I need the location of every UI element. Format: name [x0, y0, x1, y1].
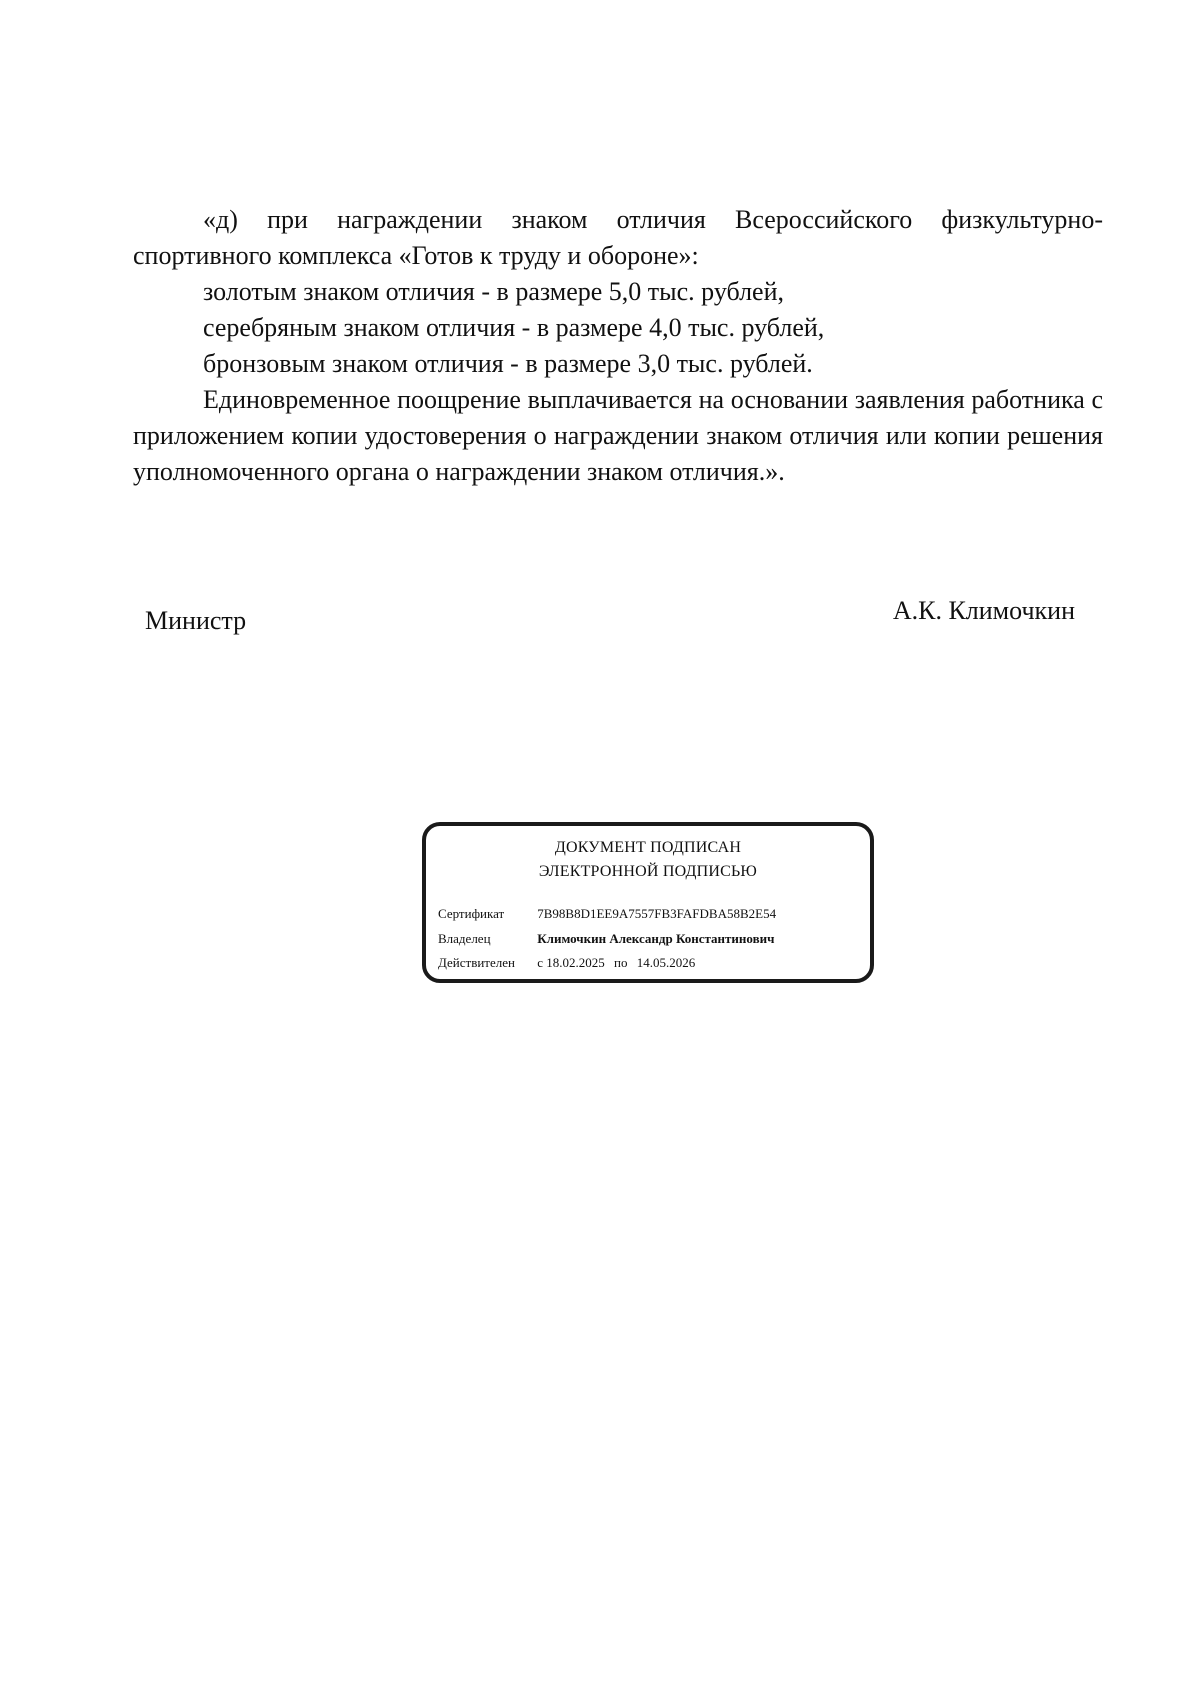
- stamp-owner-row: [438, 929, 774, 949]
- owner-label: Владелец: [438, 931, 491, 946]
- document-body: [133, 202, 1103, 490]
- stamp-title-line2: ЭЛЕКТРОННОЙ ПОДПИСЬЮ: [538, 863, 758, 880]
- gold-badge-line: золотым знаком отличия - в размере 5,0 тыс. рублей,: [203, 277, 785, 306]
- electronic-signature-stamp: [422, 822, 874, 983]
- signatory-name: А.К. Климочкин: [892, 596, 1075, 625]
- signatory-position: Министр: [145, 606, 247, 635]
- validity-label: Действителен: [438, 955, 515, 970]
- stamp-certificate-row: [438, 904, 776, 924]
- valid-to-prefix: по: [614, 955, 628, 970]
- owner-value: Климочкин Александр Константинович: [537, 931, 775, 946]
- valid-from-prefix: с: [537, 955, 544, 970]
- stamp-validity-row: [438, 953, 695, 973]
- stamp-title-line1: ДОКУМЕНТ ПОДПИСАН: [554, 839, 742, 856]
- payment-rule-paragraph: Единовременное поощрение выплачивается на основании заявления работника с приложением копии удостоверения о награждении знаком отличия или копии решения уполномоченного органа о награждении знаком отличия.».: [133, 385, 1103, 486]
- certificate-value: 7B98B8D1EE9A7557FB3FAFDBA58B2E54: [537, 906, 777, 921]
- silver-badge-line: серебряным знаком отличия - в размере 4,0 тыс. рублей,: [203, 313, 825, 342]
- bronze-badge-line: бронзовым знаком отличия - в размере 3,0 тыс. рублей.: [203, 349, 813, 378]
- valid-to-date: 14.05.2026: [636, 955, 696, 970]
- certificate-label: Сертификат: [438, 906, 505, 921]
- valid-from-date: 18.02.2025: [546, 955, 605, 970]
- paragraph-d: «д) при награждении знаком отличия Всероссийского физкультурно-спортивного комплекса «Готов к труду и обороне»:: [133, 205, 1103, 270]
